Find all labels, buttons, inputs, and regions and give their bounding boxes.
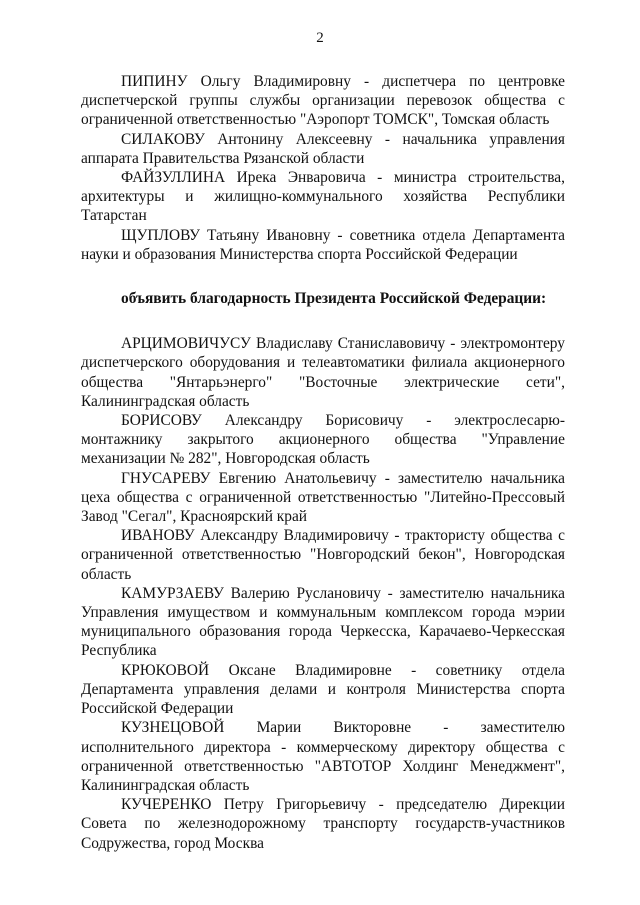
entry-shchuplova: ЩУПЛОВУ Татьяну Ивановну - советника отдела Департамента науки и образования Министерства спорта Российской Федерации (81, 226, 565, 263)
entry-gnusarev: ГНУСАРЕВУ Евгению Анатольевичу - заместителю начальника цеха общества с ограниченной ответственностью "Литейно-Прессовый Завод "Сегал", Красноярский край (81, 469, 565, 526)
document-body (81, 72, 565, 853)
entry-borisov: БОРИСОВУ Александру Борисовичу - электрослесарю-монтажнику закрытого акционерного общества "Управление механизации № 282", Новгородская область (81, 412, 565, 468)
entry-pipina: ПИПИНУ Ольгу Владимировну - диспетчера по центровке диспетчерской группы службы организации перевозок общества с ограниченной ответственностью "Аэропорт ТОМСК", Томская область (81, 73, 565, 129)
section-heading: объявить благодарность Президента Российской Федерации: (121, 290, 547, 308)
entry-kamurzaev: КАМУРЗАЕВУ Валерию Руслановичу - заместителю начальника Управления имуществом и коммунальным комплексом города мэрии муниципального образования города Черкесска, Карачаево-Черкесская Республика (81, 584, 565, 660)
entry-kucherenko: КУЧЕРЕНКО Петру Григорьевичу - председателю Дирекции Совета по железнодорожному транспорту государств-участников Содружества, город Москва (81, 796, 565, 852)
entry-kryukova: КРЮКОВОЙ Оксане Владимировне - советнику отдела Департамента управления делами и контроля Министерства спорта Российской Федерации (81, 661, 565, 718)
entry-artsimovichus: АРЦИМОВИЧУСУ Владиславу Станиславовичу - электромонтеру диспетчерского оборудования и телеавтоматики филиала акционерного общества "Янтарьэнерго" "Восточные электрические сети", Калининградская область (81, 335, 565, 410)
entry-faizullin: ФАЙЗУЛЛИНА Ирека Энваровича - министра строительства, архитектуры и жилищно-коммунального хозяйства Республики Татарстан (81, 169, 565, 225)
entry-kuznetsova: КУЗНЕЦОВОЙ Марии Викторовне - заместителю исполнительного директора - коммерческому директору общества с ограниченной ответственностью "АВТОТОР Холдинг Менеджмент", Калининградская область (81, 719, 565, 794)
entry-silakova: СИЛАКОВУ Антонину Алексеевну - начальника управления аппарата Правительства Рязанской области (81, 130, 565, 167)
page-number: 2 (316, 30, 324, 46)
entry-ivanov: ИВАНОВУ Александру Владимировичу - трактористу общества с ограниченной ответственностью "Новгородский бекон", Новгородская область (81, 527, 565, 583)
